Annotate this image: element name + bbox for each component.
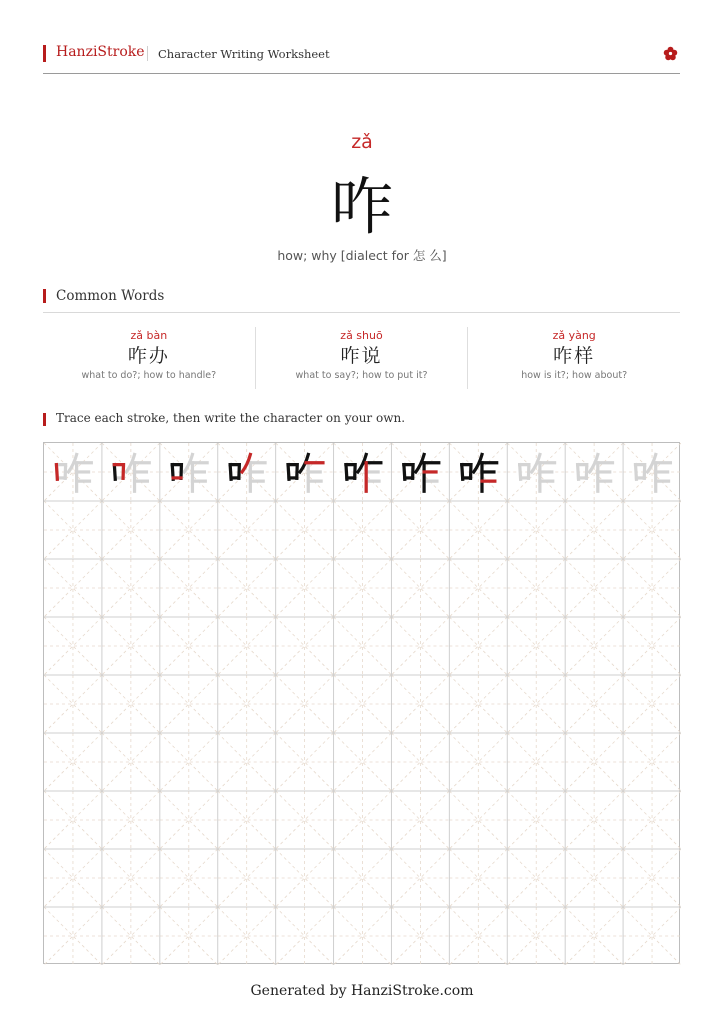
practice-cell[interactable] xyxy=(44,791,102,849)
practice-cell[interactable] xyxy=(102,617,160,675)
practice-cell[interactable] xyxy=(334,849,392,907)
practice-cell[interactable] xyxy=(218,733,276,791)
practice-cell[interactable] xyxy=(334,501,392,559)
practice-cell[interactable] xyxy=(565,617,623,675)
practice-cell[interactable] xyxy=(276,675,334,733)
word-hanzi: 咋办 xyxy=(127,345,170,367)
practice-cell[interactable] xyxy=(160,617,218,675)
practice-cell[interactable] xyxy=(565,559,623,617)
practice-cell[interactable] xyxy=(276,907,334,965)
header-divider xyxy=(147,46,148,61)
drawn-stroke xyxy=(56,465,57,480)
word-card xyxy=(43,327,256,389)
practice-grid-canvas[interactable] xyxy=(44,443,681,965)
section-accent-bar xyxy=(43,289,46,303)
practice-cell[interactable] xyxy=(391,559,449,617)
practice-cell[interactable] xyxy=(449,733,507,791)
practice-cell[interactable] xyxy=(507,849,565,907)
common-words-list xyxy=(43,327,680,389)
practice-cell[interactable] xyxy=(391,501,449,559)
word-pinyin: zǎ yàng xyxy=(552,329,596,342)
practice-cell[interactable] xyxy=(102,675,160,733)
footer-credit: Generated by HanziStroke.com xyxy=(250,983,474,999)
practice-cell[interactable] xyxy=(623,675,681,733)
practice-cell[interactable] xyxy=(623,559,681,617)
practice-cell[interactable] xyxy=(276,443,334,501)
practice-cell[interactable] xyxy=(102,559,160,617)
practice-cell[interactable] xyxy=(160,907,218,965)
practice-cell[interactable] xyxy=(507,559,565,617)
practice-cell[interactable] xyxy=(449,501,507,559)
practice-cell[interactable] xyxy=(565,501,623,559)
word-card xyxy=(256,327,469,389)
practice-cell[interactable] xyxy=(44,849,102,907)
practice-cell[interactable] xyxy=(449,791,507,849)
practice-cell[interactable] xyxy=(334,617,392,675)
practice-cell[interactable] xyxy=(218,907,276,965)
practice-cell[interactable] xyxy=(102,501,160,559)
practice-cell[interactable] xyxy=(218,791,276,849)
character-pinyin: zǎ xyxy=(351,131,373,153)
practice-cell[interactable] xyxy=(44,675,102,733)
practice-cell[interactable] xyxy=(160,501,218,559)
practice-cell[interactable] xyxy=(160,675,218,733)
practice-cell[interactable] xyxy=(276,559,334,617)
practice-cell[interactable] xyxy=(44,559,102,617)
practice-cell[interactable] xyxy=(218,559,276,617)
character-definition: how; why [dialect for 怎 么] xyxy=(277,248,447,263)
practice-grid[interactable] xyxy=(43,442,680,964)
word-definition: how is it?; how about? xyxy=(521,370,628,381)
practice-cell[interactable] xyxy=(334,907,392,965)
practice-cell[interactable] xyxy=(334,443,392,501)
practice-cell[interactable] xyxy=(102,907,160,965)
practice-cell[interactable] xyxy=(507,791,565,849)
practice-cell[interactable] xyxy=(160,733,218,791)
practice-cell[interactable] xyxy=(218,443,276,501)
practice-cell[interactable] xyxy=(276,733,334,791)
practice-cell[interactable] xyxy=(449,849,507,907)
practice-cell[interactable] xyxy=(507,501,565,559)
practice-cell[interactable] xyxy=(507,617,565,675)
practice-cell[interactable] xyxy=(160,791,218,849)
practice-cell[interactable] xyxy=(449,617,507,675)
practice-cell[interactable] xyxy=(449,907,507,965)
practice-cell[interactable] xyxy=(391,675,449,733)
common-words-title: Common Words xyxy=(56,288,165,304)
practice-cell[interactable] xyxy=(44,617,102,675)
practice-cell[interactable] xyxy=(623,617,681,675)
practice-cell[interactable] xyxy=(391,617,449,675)
practice-cell[interactable] xyxy=(623,501,681,559)
word-card xyxy=(468,327,680,389)
practice-cell[interactable] xyxy=(218,849,276,907)
practice-cell[interactable] xyxy=(449,559,507,617)
brand-logo[interactable]: HanziStroke xyxy=(56,44,145,60)
practice-cell[interactable] xyxy=(623,443,681,501)
practice-cell[interactable] xyxy=(44,501,102,559)
word-hanzi: 咋样 xyxy=(553,345,596,367)
practice-cell[interactable] xyxy=(391,733,449,791)
word-definition: what to say?; how to put it? xyxy=(295,370,428,381)
practice-cell[interactable] xyxy=(565,849,623,907)
practice-cell[interactable] xyxy=(565,675,623,733)
practice-cell[interactable] xyxy=(391,907,449,965)
practice-cell[interactable] xyxy=(102,733,160,791)
practice-cell[interactable] xyxy=(565,791,623,849)
word-pinyin: zǎ bàn xyxy=(130,329,168,342)
practice-cell[interactable] xyxy=(102,791,160,849)
practice-cell[interactable] xyxy=(44,443,102,501)
practice-cell[interactable] xyxy=(276,617,334,675)
practice-cell[interactable] xyxy=(334,791,392,849)
practice-cell[interactable] xyxy=(44,907,102,965)
practice-instruction: Trace each stroke, then write the character on your own. xyxy=(56,411,406,425)
section-accent-bar xyxy=(43,413,46,426)
practice-cell[interactable] xyxy=(160,849,218,907)
practice-cell[interactable] xyxy=(102,849,160,907)
practice-cell[interactable] xyxy=(507,443,565,501)
word-definition: what to do?; how to handle? xyxy=(81,370,217,381)
brand-accent-bar xyxy=(43,45,46,62)
flower-icon xyxy=(663,46,678,61)
practice-cell[interactable] xyxy=(623,907,681,965)
practice-cell[interactable] xyxy=(44,733,102,791)
practice-cell[interactable] xyxy=(160,559,218,617)
practice-cell[interactable] xyxy=(391,443,449,501)
practice-cell[interactable] xyxy=(276,849,334,907)
practice-cell[interactable] xyxy=(218,501,276,559)
practice-cell[interactable] xyxy=(334,733,392,791)
practice-cell[interactable] xyxy=(565,733,623,791)
practice-cell[interactable] xyxy=(334,559,392,617)
practice-cell[interactable] xyxy=(160,443,218,501)
practice-cell[interactable] xyxy=(449,675,507,733)
practice-cell[interactable] xyxy=(276,501,334,559)
practice-cell[interactable] xyxy=(507,675,565,733)
practice-cell[interactable] xyxy=(565,907,623,965)
practice-cell[interactable] xyxy=(391,791,449,849)
practice-cell[interactable] xyxy=(507,907,565,965)
practice-cell[interactable] xyxy=(334,675,392,733)
word-pinyin: zǎ shuō xyxy=(340,329,383,342)
common-words-heading xyxy=(43,288,680,313)
worksheet-header xyxy=(43,42,680,74)
drawn-stroke xyxy=(114,465,115,480)
practice-cell[interactable] xyxy=(623,849,681,907)
practice-cell[interactable] xyxy=(276,791,334,849)
practice-cell[interactable] xyxy=(449,443,507,501)
main-character: 咋 xyxy=(330,170,393,243)
word-hanzi: 咋说 xyxy=(340,345,383,367)
practice-cell[interactable] xyxy=(218,675,276,733)
practice-cell[interactable] xyxy=(507,733,565,791)
practice-cell[interactable] xyxy=(218,617,276,675)
practice-heading xyxy=(43,411,680,431)
practice-cell[interactable] xyxy=(623,733,681,791)
practice-cell[interactable] xyxy=(102,443,160,501)
practice-cell[interactable] xyxy=(565,443,623,501)
practice-cell[interactable] xyxy=(391,849,449,907)
worksheet-subtitle: Character Writing Worksheet xyxy=(158,47,330,61)
practice-cell[interactable] xyxy=(623,791,681,849)
